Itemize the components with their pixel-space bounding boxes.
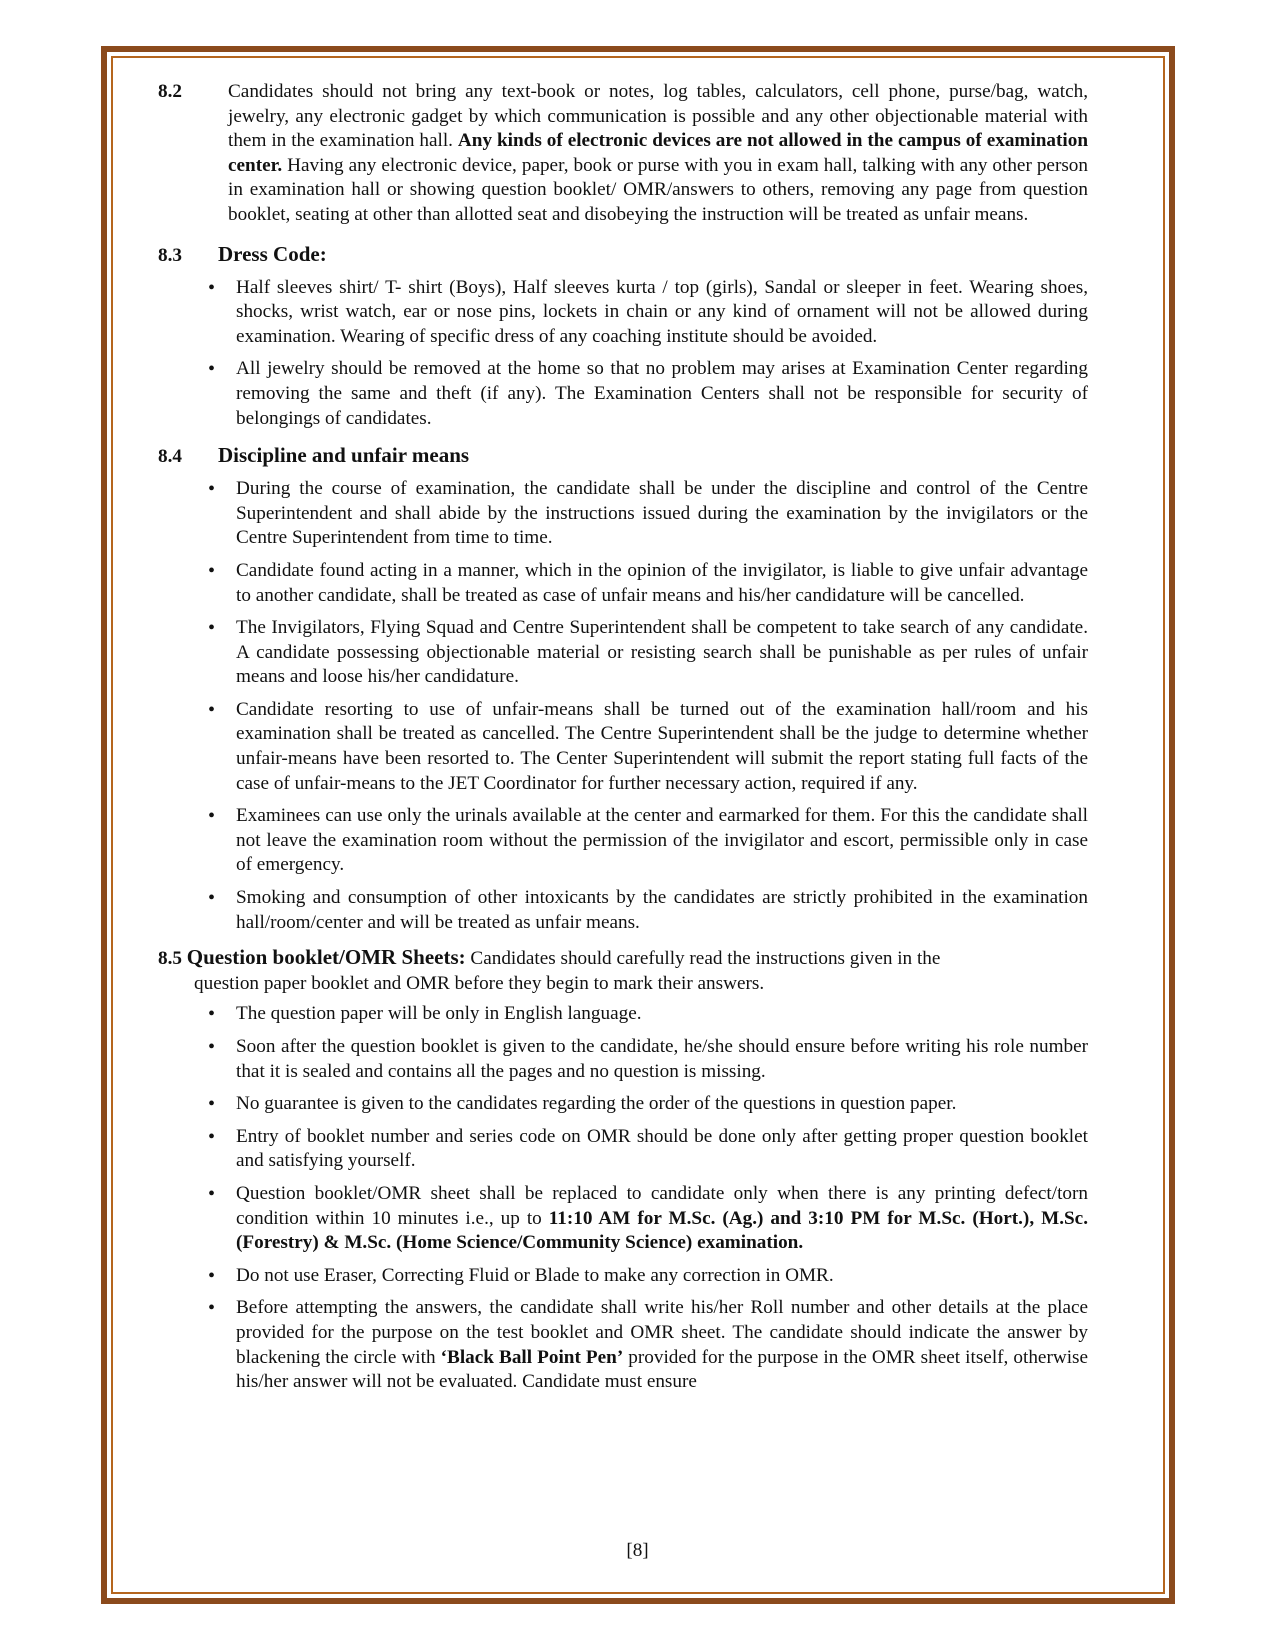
document-body (158, 80, 1088, 1403)
section-number: 8.3 (158, 244, 182, 266)
list-item: • Do not use Eraser, Correcting Fluid or Blade to make any correction in OMR. (208, 1264, 1088, 1289)
section-number: 8.2 (158, 81, 182, 102)
list-item: • Smoking and consumption of other intoxicants by the candidates are strictly prohibited in the examination hall/room/center and will be treated as unfair means. (208, 886, 1088, 935)
list-item: • The Invigilators, Flying Squad and Centre Superintendent shall be competent to take search of any candidate. A candidate possessing objectionable material or resisting search shall be punishable as per rules of unfair means and loose his/her candidature. (208, 616, 1088, 690)
list-item: • All jewelry should be removed at the home so that no problem may arises at Examination Center regarding removing the same and theft (if any). The Examination Centers shall not be responsible for security of belongings of candidates. (208, 357, 1088, 431)
list-item: • No guarantee is given to the candidates regarding the order of the questions in question paper. (208, 1092, 1088, 1117)
page-number: [8] (626, 1540, 649, 1561)
section-title: Dress Code: (218, 241, 327, 266)
section-number: 8.5 (158, 948, 182, 970)
section-8-2 (158, 80, 1088, 228)
bold-emphasis: 11:10 AM for M.Sc. (Ag.) and 3:10 PM for M.Sc. (Hort.), M.Sc. (Forestry) & M.Sc. (Home Science/Community Science) examination. (236, 1207, 1088, 1254)
discipline-list (158, 477, 1088, 935)
section-number: 8.4 (158, 446, 182, 468)
section-title: Question booklet/OMR Sheets: (186, 945, 466, 970)
section-text: Candidates should not bring any text-book or notes, log tables, calculators, cell phone, purse/bag, watch, jewelry, any electronic gadget by which communication is possible and any other objectionable material with them in the examination hall. Any kinds of electronic devices are not allowed in the campus of examination center. Having any electronic device, paper, book or purse with you in exam hall, talking with any other person in examination hall or showing question booklet/ OMR/answers to others, removing any page from question booklet, seating at other than allotted seat and disobeying the instruction will be treated as unfair means. (228, 81, 1088, 225)
list-item: • Question booklet/OMR sheet shall be replaced to candidate only when there is any printing defect/torn condition within 10 minutes i.e., up to 11:10 AM for M.Sc. (Ag.) and 3:10 PM for M.Sc. (Hort.), M.Sc. (Forestry) & M.Sc. (Home Science/Community Science) examination. (208, 1182, 1088, 1256)
list-item: • Half sleeves shirt/ T- shirt (Boys), Half sleeves kurta / top (girls), Sandal or sleeper in feet. Wearing shoes, shocks, wrist watch, ear or nose pins, lockets in chain or any kind of ornament will not be allowed during examination. Wearing of specific dress of any coaching institute should be avoided. (208, 276, 1088, 350)
section-title: Discipline and unfair means (218, 443, 470, 468)
bold-emphasis: ‘Black Ball Point Pen’ (440, 1346, 624, 1368)
list-item: • Candidate found acting in a manner, which in the opinion of the invigilator, is liable to give unfair advantage to another candidate, shall be treated as case of unfair means and his/her candidature will be cancelled. (208, 559, 1088, 608)
omr-instructions-list (158, 1002, 1088, 1394)
section-intro-continued: question paper booklet and OMR before they begin to mark their answers. (194, 972, 765, 994)
list-item: • Entry of booklet number and series code on OMR should be done only after getting proper question booklet and satisfying yourself. (208, 1125, 1088, 1174)
bold-emphasis: Any kinds of electronic devices are not allowed in the campus of examination center. (228, 130, 1088, 176)
section-intro: Candidates should carefully read the instructions given in the (465, 948, 941, 970)
list-item: • Examinees can use only the urinals available at the center and earmarked for them. For this the candidate shall not leave the examination room without the permission of the invigilator and escort, permissible only in case of emergency. (208, 804, 1088, 878)
dress-code-list (158, 276, 1088, 432)
section-8-3-heading (158, 242, 1088, 270)
list-item: • The question paper will be only in English language. (208, 1002, 1088, 1027)
section-8-5 (158, 945, 1088, 996)
list-item: • Soon after the question booklet is given to the candidate, he/she should ensure before writing his role number that it is sealed and contains all the pages and no question is missing. (208, 1035, 1088, 1084)
list-item: • During the course of examination, the candidate shall be under the discipline and control of the Centre Superintendent and shall abide by the instructions issued during the examination by the invigilators or the Centre Superintendent from time to time. (208, 477, 1088, 551)
list-item: • Before attempting the answers, the candidate shall write his/her Roll number and other details at the place provided for the purpose on the test booklet and OMR sheet. The candidate should indicate the answer by blackening the circle with ‘Black Ball Point Pen’ provided for the purpose in the OMR sheet itself, otherwise his/her answer will not be evaluated. Candidate must ensure (208, 1296, 1088, 1394)
list-item: • Candidate resorting to use of unfair-means shall be turned out of the examination hall/room and his examination shall be treated as cancelled. The Centre Superintendent shall be the judge to determine whether unfair-means have been resorted to. The Center Superintendent will submit the report stating full facts of the case of unfair-means to the JET Coordinator for further necessary action, required if any. (208, 698, 1088, 796)
section-8-4-heading (158, 443, 1088, 471)
